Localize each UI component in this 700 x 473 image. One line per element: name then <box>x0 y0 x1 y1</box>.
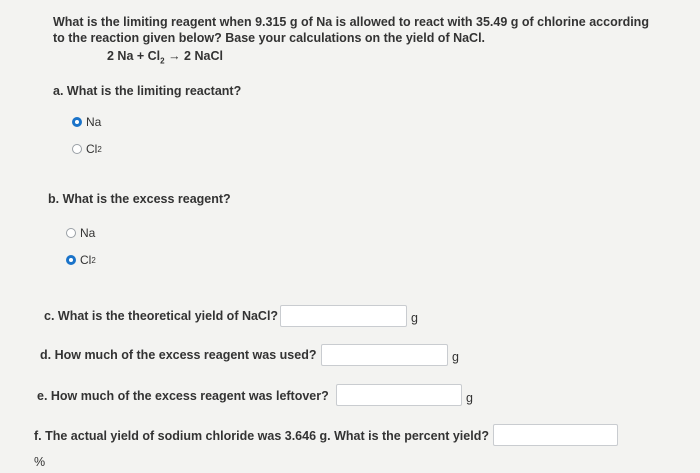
part-b-option-cl2[interactable] <box>66 253 96 267</box>
theoretical-yield-input[interactable] <box>280 305 407 327</box>
option-label: Cl <box>80 253 92 267</box>
question-text <box>53 14 649 46</box>
option-subscript: 2 <box>97 144 102 154</box>
option-label: Cl <box>86 142 98 156</box>
unit-label: % <box>34 455 46 469</box>
excess-leftover-input[interactable] <box>336 384 462 406</box>
unit-label: g <box>466 391 473 405</box>
equation-subscript: 2 <box>160 56 165 66</box>
equation-left: 2 Na + Cl <box>107 49 161 63</box>
radio-unselected-icon[interactable] <box>66 228 76 238</box>
unit-label: g <box>411 311 418 325</box>
part-a-option-cl2[interactable] <box>72 142 102 156</box>
part-c-prompt: c. What is the theoretical yield of NaCl? <box>44 309 279 323</box>
part-f-prompt: f. The actual yield of sodium chloride was 3.646 g. What is the percent yield? <box>34 429 489 443</box>
option-label: Na <box>80 226 96 240</box>
option-subscript: 2 <box>91 255 96 265</box>
option-label: Na <box>86 115 102 129</box>
part-a-prompt: a. What is the limiting reactant? <box>53 84 242 98</box>
radio-selected-icon[interactable] <box>66 255 76 265</box>
part-b-option-na[interactable] <box>66 226 95 240</box>
part-a-option-na[interactable] <box>72 115 101 129</box>
part-b-prompt: b. What is the excess reagent? <box>48 192 231 206</box>
question-line-1: What is the limiting reagent when 9.315 g of Na is allowed to react with 35.49 g of chlorine according <box>53 15 649 29</box>
excess-used-input[interactable] <box>321 344 448 366</box>
radio-unselected-icon[interactable] <box>72 144 82 154</box>
radio-selected-icon[interactable] <box>72 117 82 127</box>
unit-label: g <box>452 350 459 364</box>
part-d-prompt: d. How much of the excess reagent was used? <box>40 348 317 362</box>
reaction-equation <box>107 49 223 66</box>
part-e-prompt: e. How much of the excess reagent was leftover? <box>37 389 329 403</box>
equation-right: → 2 NaCl <box>164 49 223 63</box>
percent-yield-input[interactable] <box>493 424 618 446</box>
question-line-2: to the reaction given below? Base your calculations on the yield of NaCl. <box>53 31 486 45</box>
